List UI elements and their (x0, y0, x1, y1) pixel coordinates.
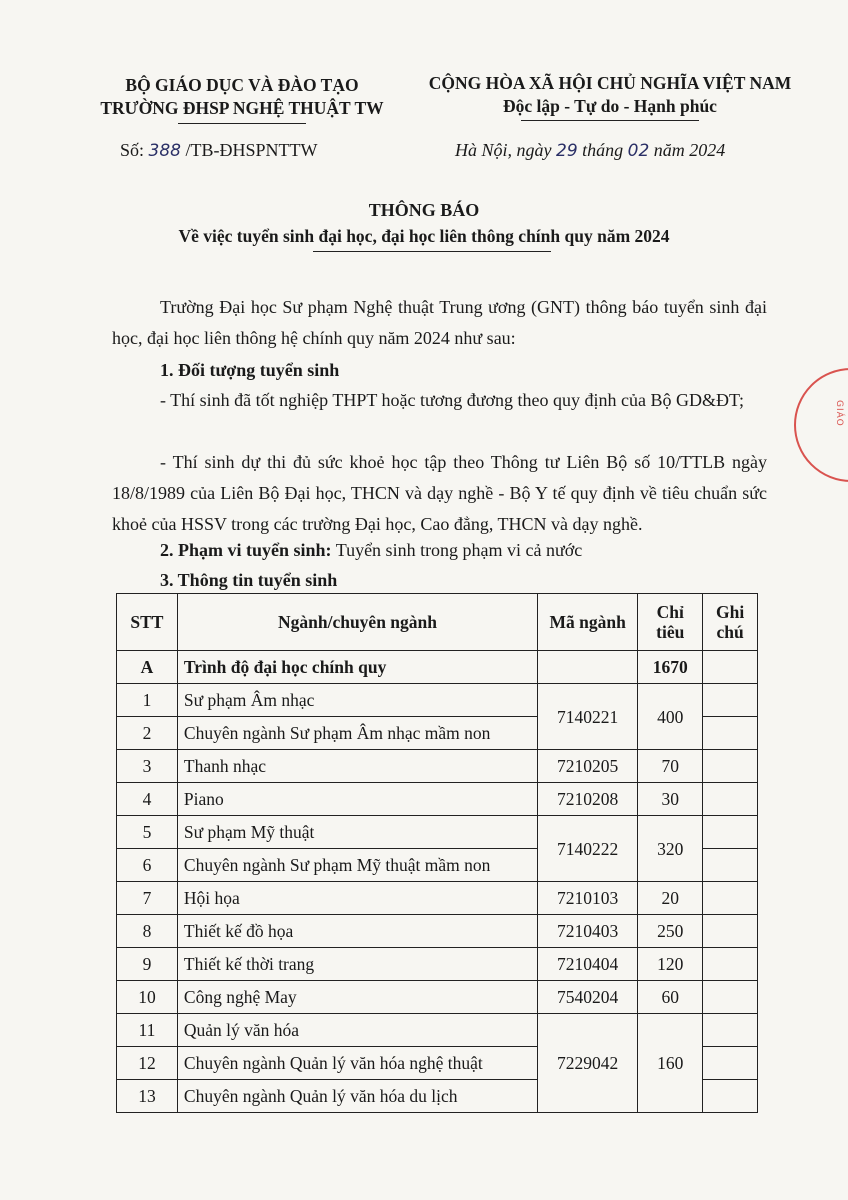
row-quota: 30 (638, 783, 703, 816)
header-stt: STT (117, 594, 178, 651)
stamp-text: GIÁO (834, 400, 844, 427)
row-name: Chuyên ngành Quản lý văn hóa nghệ thuật (177, 1047, 537, 1080)
date-month: 02 (627, 141, 650, 161)
section3-heading: 3. Thông tin tuyển sinh (160, 570, 338, 590)
row-quota: 60 (638, 981, 703, 1014)
national-header (410, 72, 810, 118)
row-name: Trình độ đại học chính quy (177, 651, 537, 684)
table-row (117, 750, 758, 783)
intro-paragraph: Trường Đại học Sư phạm Nghệ thuật Trung ương (GNT) thông báo tuyển sinh đại học, đại học liên thông hệ chính quy năm 2024 như sau: (112, 297, 767, 348)
row-code: 7210103 (538, 882, 638, 915)
header-name: Ngành/chuyên ngành (177, 594, 537, 651)
document-date (455, 140, 725, 161)
school-name: TRƯỜNG ĐHSP NGHỆ THUẬT TW (100, 98, 384, 118)
section2-text: Tuyển sinh trong phạm vi cả nước (331, 540, 583, 560)
row-stt: 4 (117, 783, 178, 816)
row-name: Hội họa (177, 882, 537, 915)
row-note (703, 816, 758, 849)
row-quota: 70 (638, 750, 703, 783)
row-name: Chuyên ngành Sư phạm Âm nhạc mầm non (177, 717, 537, 750)
table-row (117, 651, 758, 684)
ministry-name: BỘ GIÁO DỤC VÀ ĐÀO TẠO (125, 75, 359, 95)
row-quota: 320 (638, 816, 703, 882)
row-stt: 7 (117, 882, 178, 915)
row-name: Thiết kế đồ họa (177, 915, 537, 948)
date-mid: tháng (577, 140, 628, 160)
section1-item2: - Thí sinh dự thi đủ sức khoẻ học tập theo Thông tư Liên Bộ số 10/TTLB ngày 18/8/1989 của Liên Bộ Đại học, THCN và dạy nghề - Bộ Y tế quy định về tiêu chuẩn sức khoẻ của HSSV trong các trường Đại học, Cao đẳng, THCN và dạy nghề. (112, 452, 767, 534)
row-name: Sư phạm Âm nhạc (177, 684, 537, 717)
row-name: Sư phạm Mỹ thuật (177, 816, 537, 849)
row-note (703, 1080, 758, 1113)
row-note (703, 1047, 758, 1080)
row-note (703, 981, 758, 1014)
row-code: 7140222 (538, 816, 638, 882)
row-stt: 9 (117, 948, 178, 981)
row-stt: 6 (117, 849, 178, 882)
row-code: 7540204 (538, 981, 638, 1014)
row-quota: 160 (638, 1014, 703, 1113)
table-row (117, 915, 758, 948)
row-stt: 12 (117, 1047, 178, 1080)
row-name: Piano (177, 783, 537, 816)
national-title: CỘNG HÒA XÃ HỘI CHỦ NGHĨA VIỆT NAM (428, 73, 792, 93)
table-row (117, 816, 758, 849)
document-number (120, 140, 317, 161)
row-stt: A (117, 651, 178, 684)
row-stt: 13 (117, 1080, 178, 1113)
row-quota: 400 (638, 684, 703, 750)
row-code: 7210205 (538, 750, 638, 783)
date-day: 29 (556, 141, 578, 161)
header-left-underline (178, 123, 306, 124)
section2-heading: 2. Phạm vi tuyển sinh: (160, 540, 332, 560)
row-code: 7229042 (538, 1014, 638, 1113)
table-row (117, 948, 758, 981)
row-code (538, 651, 638, 684)
header-quota: Chỉ tiêu (638, 594, 703, 651)
row-note (703, 651, 758, 684)
row-quota: 20 (638, 882, 703, 915)
table-row (117, 783, 758, 816)
row-stt: 5 (117, 816, 178, 849)
table-row (117, 882, 758, 915)
row-name: Chuyên ngành Quản lý văn hóa du lịch (177, 1080, 537, 1113)
section1-item1: - Thí sinh đã tốt nghiệp THPT hoặc tương đương theo quy định của Bộ GD&ĐT; (160, 390, 745, 410)
row-stt: 2 (117, 717, 178, 750)
admissions-table (116, 593, 758, 1113)
row-note (703, 684, 758, 717)
table-header-row (117, 594, 758, 651)
row-code: 7140221 (538, 684, 638, 750)
row-note (703, 1014, 758, 1047)
document-title: THÔNG BÁO (368, 200, 480, 220)
ministry-header (92, 74, 392, 120)
document-number-label: Số: (120, 140, 145, 160)
table-row (117, 684, 758, 717)
table-row (117, 1014, 758, 1047)
row-name: Quản lý văn hóa (177, 1014, 537, 1047)
header-note: Ghi chú (703, 594, 758, 651)
row-name: Thiết kế thời trang (177, 948, 537, 981)
section2 (160, 540, 582, 561)
row-stt: 11 (117, 1014, 178, 1047)
row-name: Chuyên ngành Sư phạm Mỹ thuật mầm non (177, 849, 537, 882)
row-note (703, 915, 758, 948)
row-quota: 120 (638, 948, 703, 981)
row-quota: 250 (638, 915, 703, 948)
row-note (703, 750, 758, 783)
subtitle-underline (313, 251, 551, 252)
row-code: 7210403 (538, 915, 638, 948)
row-note (703, 882, 758, 915)
section1-heading: 1. Đối tượng tuyển sinh (160, 360, 340, 380)
row-note (703, 849, 758, 882)
document-number-suffix: /TB-ĐHSPNTTW (180, 140, 318, 160)
row-note (703, 783, 758, 816)
date-suffix: năm 2024 (649, 140, 726, 160)
date-prefix: Hà Nội, ngày (455, 140, 556, 160)
row-stt: 8 (117, 915, 178, 948)
row-code: 7210208 (538, 783, 638, 816)
row-stt: 1 (117, 684, 178, 717)
table-row (117, 981, 758, 1014)
national-motto: Độc lập - Tự do - Hạnh phúc (503, 96, 717, 116)
row-name: Công nghệ May (177, 981, 537, 1014)
document-number-value: 388 (148, 141, 181, 161)
header-code: Mã ngành (538, 594, 638, 651)
row-stt: 10 (117, 981, 178, 1014)
row-note (703, 948, 758, 981)
row-code: 7210404 (538, 948, 638, 981)
row-stt: 3 (117, 750, 178, 783)
document-subtitle: Về việc tuyển sinh đại học, đại học liên thông chính quy năm 2024 (178, 226, 670, 246)
row-name: Thanh nhạc (177, 750, 537, 783)
row-note (703, 717, 758, 750)
row-quota: 1670 (638, 651, 703, 684)
header-right-underline (521, 120, 699, 121)
